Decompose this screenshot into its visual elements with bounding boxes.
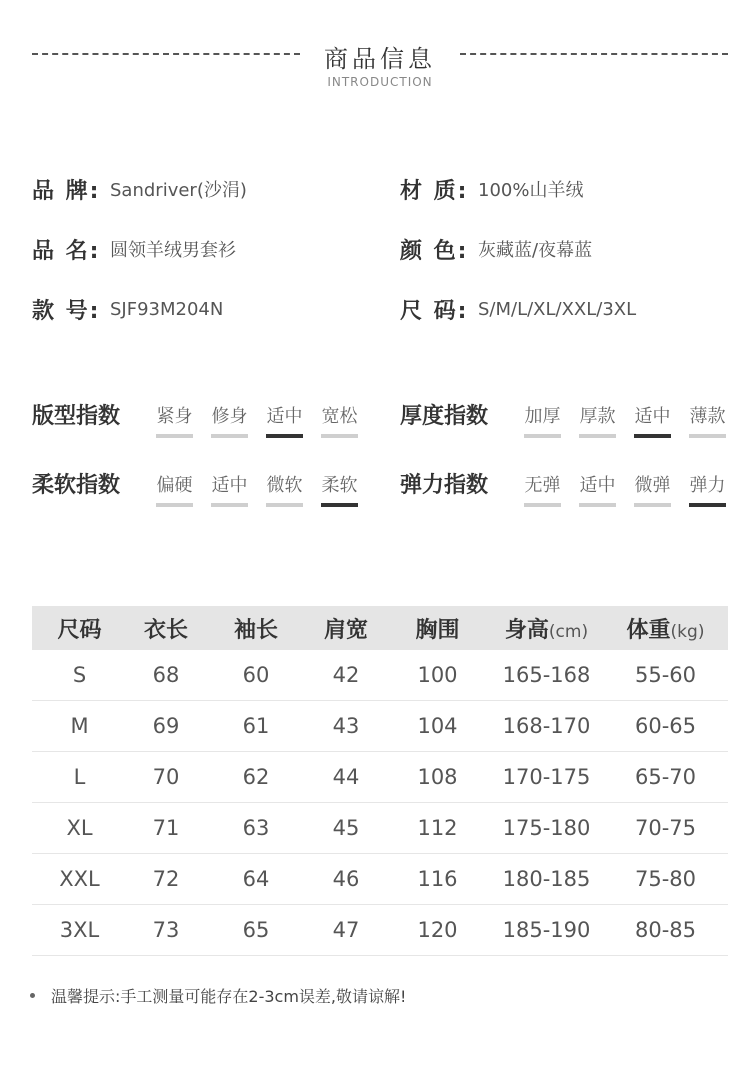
info-brand xyxy=(32,174,247,204)
header-cell: 肩宽 xyxy=(323,617,368,643)
table-cell: 42 xyxy=(332,663,360,687)
index-option: 无弹 xyxy=(515,471,570,501)
thickness-index xyxy=(400,402,735,442)
table-cell: 112 xyxy=(417,816,458,840)
index-title: 厚度指数 xyxy=(400,404,489,429)
info-row xyxy=(0,174,750,204)
header-cell: 胸围 xyxy=(415,617,460,643)
index-title: 版型指数 xyxy=(32,404,121,429)
index-bar xyxy=(266,434,303,438)
info-value: 100%山羊绒 xyxy=(478,180,584,201)
fit-index xyxy=(32,402,367,442)
softness-index xyxy=(32,471,367,511)
info-color xyxy=(400,234,592,264)
table-row xyxy=(32,854,728,905)
index-option: 薄款 xyxy=(680,402,735,432)
index-option: 加厚 xyxy=(515,402,570,432)
elasticity-index xyxy=(400,471,735,511)
index-bar xyxy=(524,434,561,438)
table-cell: 44 xyxy=(332,765,360,789)
table-cell: 170-175 xyxy=(502,765,591,789)
table-header xyxy=(32,606,728,650)
table-row xyxy=(32,803,728,854)
index-option: 适中 xyxy=(202,471,257,501)
note-text: 温馨提示:手工测量可能存在2-3cm误差,敬请谅解! xyxy=(51,987,407,1006)
index-bar xyxy=(266,503,303,507)
table-cell: 100 xyxy=(417,663,458,687)
index-option: 偏硬 xyxy=(147,471,202,501)
index-option-selected: 弹力 xyxy=(680,471,735,501)
header-cell: 衣长 xyxy=(143,617,188,643)
table-cell: 116 xyxy=(417,867,458,891)
table-cell: S xyxy=(72,663,87,687)
table-cell: 80-85 xyxy=(634,918,697,942)
index-bar xyxy=(321,434,358,438)
index-option: 微软 xyxy=(257,471,312,501)
table-cell: 64 xyxy=(242,867,270,891)
info-label: 款 号: xyxy=(32,298,101,324)
table-cell: 55-60 xyxy=(634,663,697,687)
index-bar xyxy=(634,434,671,438)
index-option-selected: 柔软 xyxy=(312,471,367,501)
index-option: 修身 xyxy=(202,402,257,432)
table-cell: XXL xyxy=(59,867,100,891)
index-bar xyxy=(689,503,726,507)
index-bar xyxy=(156,503,193,507)
header-cell: 体重(kg) xyxy=(626,617,705,643)
header-cell: 袖长 xyxy=(233,617,278,643)
table-cell: 75-80 xyxy=(634,867,697,891)
section-subtitle: INTRODUCTION xyxy=(327,75,433,89)
table-cell: 63 xyxy=(242,816,270,840)
table-cell: 71 xyxy=(152,816,180,840)
measurement-note xyxy=(30,984,406,1007)
index-bar xyxy=(634,503,671,507)
table-cell: 175-180 xyxy=(502,816,591,840)
index-option-selected: 适中 xyxy=(625,402,680,432)
info-label: 颜 色: xyxy=(400,238,469,264)
table-cell: 61 xyxy=(242,714,270,738)
table-cell: 165-168 xyxy=(502,663,591,687)
table-cell: 70 xyxy=(152,765,180,789)
table-cell: 45 xyxy=(332,816,360,840)
index-bar xyxy=(579,434,616,438)
table-cell: 46 xyxy=(332,867,360,891)
info-value: S/M/L/XL/XXL/3XL xyxy=(478,298,637,320)
info-label: 品 名: xyxy=(32,238,101,264)
table-cell: 3XL xyxy=(59,918,100,942)
index-option: 微弹 xyxy=(625,471,680,501)
info-label: 品 牌: xyxy=(32,178,101,204)
index-bar xyxy=(524,503,561,507)
index-option: 厚款 xyxy=(570,402,625,432)
index-row xyxy=(0,402,750,442)
info-style-number xyxy=(32,294,223,324)
index-row xyxy=(0,471,750,511)
index-bar xyxy=(211,503,248,507)
index-bar xyxy=(579,503,616,507)
info-value: SJF93M204N xyxy=(110,298,224,320)
info-value: Sandriver(沙涓) xyxy=(110,180,247,201)
bullet-icon xyxy=(30,993,35,998)
header-cell: 身高(cm) xyxy=(504,617,589,643)
section-title: 商品信息 xyxy=(324,45,436,73)
table-cell: 60-65 xyxy=(634,714,697,738)
table-cell: M xyxy=(70,714,89,738)
table-cell: 120 xyxy=(417,918,458,942)
index-title: 弹力指数 xyxy=(400,473,489,498)
info-sizes xyxy=(400,294,636,324)
table-cell: 47 xyxy=(332,918,360,942)
info-label: 材 质: xyxy=(400,178,469,204)
info-value: 灰藏蓝/夜幕蓝 xyxy=(478,240,593,261)
info-material xyxy=(400,174,583,204)
table-row xyxy=(32,701,728,752)
dashed-divider-right xyxy=(460,53,728,55)
info-product-name xyxy=(32,234,236,264)
table-cell: 43 xyxy=(332,714,360,738)
table-row xyxy=(32,905,728,956)
table-cell: 69 xyxy=(152,714,180,738)
index-title: 柔软指数 xyxy=(32,473,121,498)
size-table xyxy=(32,606,728,956)
index-bar xyxy=(689,434,726,438)
table-cell: 60 xyxy=(242,663,270,687)
info-row xyxy=(0,234,750,264)
index-bar xyxy=(156,434,193,438)
table-cell: XL xyxy=(66,816,93,840)
table-body xyxy=(32,650,728,956)
section-header xyxy=(0,36,750,96)
info-row xyxy=(0,294,750,324)
table-cell: 168-170 xyxy=(502,714,591,738)
dashed-divider-left xyxy=(32,53,300,55)
info-value: 圆领羊绒男套衫 xyxy=(110,240,236,261)
table-cell: 185-190 xyxy=(502,918,591,942)
table-row xyxy=(32,650,728,701)
index-bar xyxy=(211,434,248,438)
table-cell: 108 xyxy=(417,765,458,789)
table-cell: 68 xyxy=(152,663,180,687)
header-cell: 尺码 xyxy=(57,617,102,643)
index-option: 紧身 xyxy=(147,402,202,432)
table-cell: 70-75 xyxy=(634,816,697,840)
table-cell: 180-185 xyxy=(502,867,591,891)
index-option: 适中 xyxy=(570,471,625,501)
table-cell: L xyxy=(73,765,86,789)
index-bar xyxy=(321,503,358,507)
index-option-selected: 适中 xyxy=(257,402,312,432)
table-cell: 104 xyxy=(417,714,458,738)
info-label: 尺 码: xyxy=(400,298,469,324)
table-cell: 65 xyxy=(242,918,270,942)
table-cell: 73 xyxy=(152,918,180,942)
index-option: 宽松 xyxy=(312,402,367,432)
table-cell: 72 xyxy=(152,867,180,891)
table-row xyxy=(32,752,728,803)
table-cell: 65-70 xyxy=(634,765,697,789)
table-cell: 62 xyxy=(242,765,270,789)
